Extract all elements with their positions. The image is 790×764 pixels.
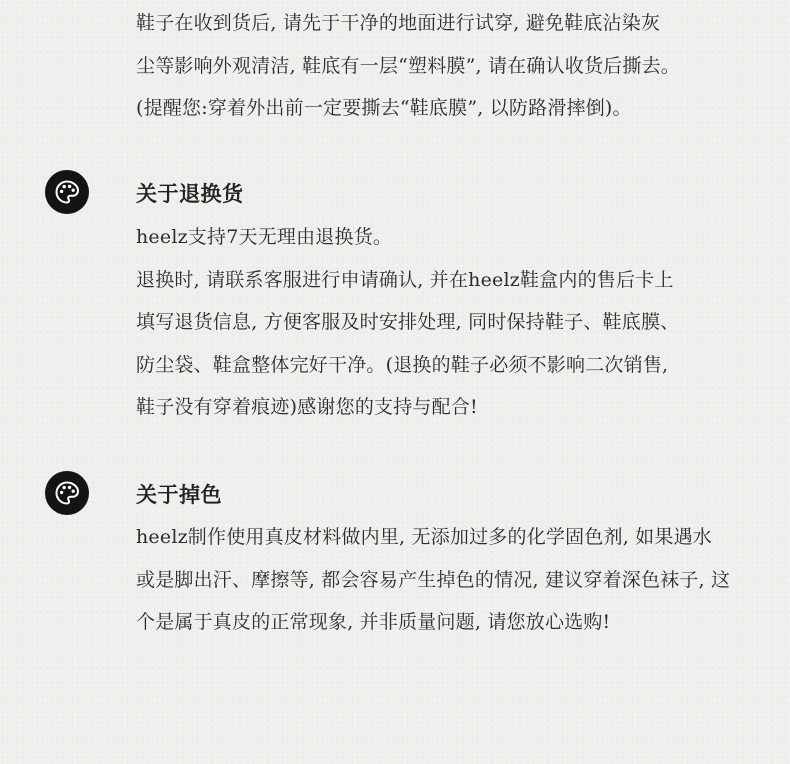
palette-icon — [45, 170, 89, 214]
intro-paragraph — [136, 2, 736, 130]
section-body — [136, 216, 756, 429]
section-title: 关于退换货 — [136, 181, 244, 206]
section-line: heelz支持7天无理由退换货。 — [136, 226, 393, 248]
section-line: 退换时, 请联系客服进行申请确认, 并在heelz鞋盒内的售后卡上 — [136, 268, 674, 291]
section-line: heelz制作使用真皮材料做内里, 无添加过多的化学固色剂, 如果遇水 — [136, 526, 712, 548]
section-title: 关于掉色 — [136, 482, 222, 507]
palette-icon — [45, 471, 89, 515]
section-line: 个是属于真皮的正常现象, 并非质量问题, 请您放心选购! — [136, 611, 611, 633]
intro-line: 鞋子在收到货后, 请先于干净的地面进行试穿, 避免鞋底沾染灰 — [136, 12, 661, 34]
intro-line: (提醒您:穿着外出前一定要撕去“鞋底膜”, 以防路滑摔倒)。 — [136, 97, 632, 119]
section-line: 鞋子没有穿着痕迹)感谢您的支持与配合! — [136, 396, 478, 418]
section-line: 填写退货信息, 方便客服及时安排处理, 同时保持鞋子、鞋底膜、 — [136, 311, 680, 333]
section-line: 防尘袋、鞋盒整体完好干净。(退换的鞋子必须不影响二次销售, — [136, 353, 669, 376]
section-body — [136, 516, 756, 644]
intro-line: 尘等影响外观清洁, 鞋底有一层“塑料膜”, 请在确认收货后撕去。 — [136, 54, 680, 77]
section-line: 或是脚出汗、摩擦等, 都会容易产生掉色的情况, 建议穿着深色袜子, 这 — [136, 568, 731, 591]
